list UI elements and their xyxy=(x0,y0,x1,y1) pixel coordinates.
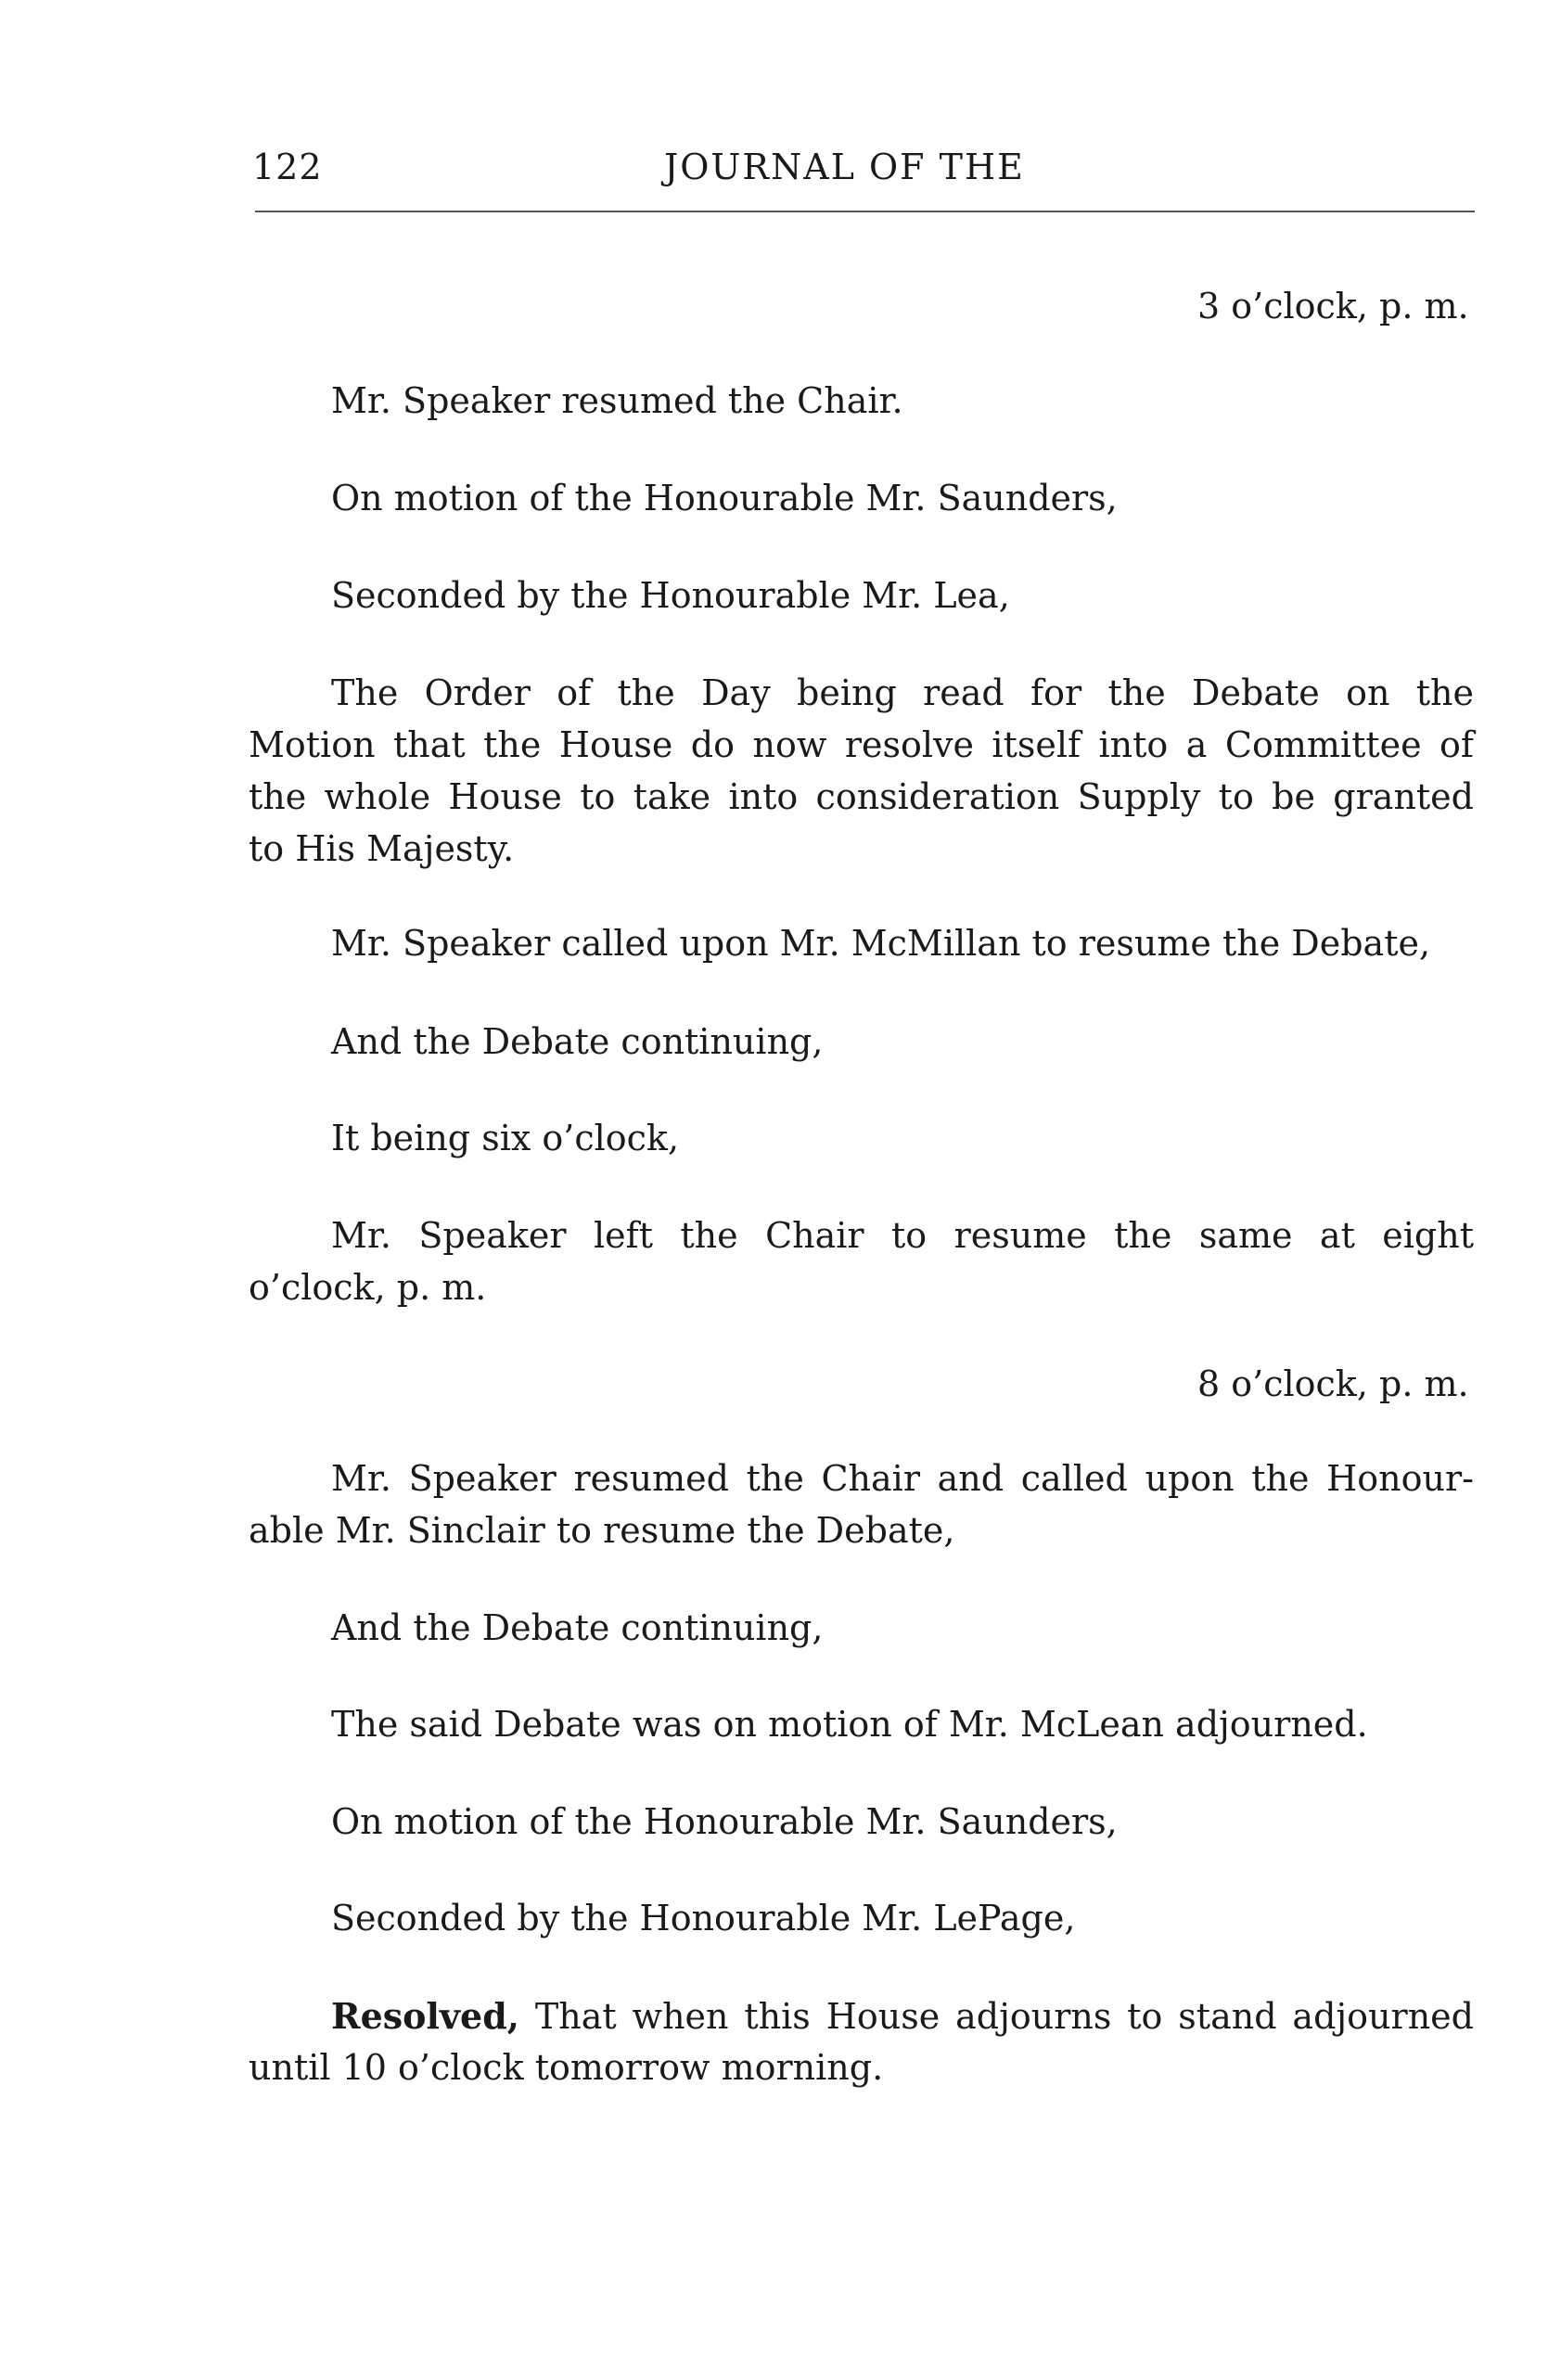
resolution-text: That when this House adjourns to stand adjourned xyxy=(519,1996,1474,2037)
resolution-line-1 xyxy=(331,1990,1474,2042)
paragraph-seconded-lepage: Seconded by the Honourable Mr. LePage, xyxy=(331,1898,1076,1939)
paragraph-debate-continuing: And the Debate continuing, xyxy=(331,1021,824,1062)
paragraph-called-mcmillan: Mr. Speaker called upon Mr. McMillan to resume the Debate, xyxy=(331,923,1431,964)
speaker-left-line-2: o’clock, p. m. xyxy=(249,1267,487,1308)
paragraph-debate-adjourned: The said Debate was on motion of Mr. McLean adjourned. xyxy=(331,1704,1368,1745)
paragraph-motion-saunders: On motion of the Honourable Mr. Saunders, xyxy=(331,478,1118,518)
paragraph-seconded-lea: Seconded by the Honourable Mr. Lea, xyxy=(331,575,1010,616)
paragraph-six-oclock: It being six o’clock, xyxy=(331,1118,680,1158)
resolved-label: Resolved, xyxy=(331,1995,519,2037)
time-heading-3pm: 3 o’clock, p. m. xyxy=(1197,286,1469,326)
header-rule xyxy=(255,211,1475,212)
running-head: JOURNAL OF THE xyxy=(664,147,1025,187)
order-of-day-line-3: the whole House to take into consideration Supply to be granted xyxy=(249,776,1474,817)
page-header xyxy=(252,147,1475,198)
time-heading-8pm: 8 o’clock, p. m. xyxy=(1197,1363,1469,1404)
speaker-resumed-line-1: Mr. Speaker resumed the Chair and called upon the Honour- xyxy=(331,1458,1474,1499)
order-of-day-line-2: Motion that the House do now resolve itself into a Committee of xyxy=(249,724,1474,765)
speaker-resumed-line-2: able Mr. Sinclair to resume the Debate, xyxy=(249,1510,955,1551)
order-of-day-line-4: to His Majesty. xyxy=(249,828,515,869)
paragraph-motion-saunders-2: On motion of the Honourable Mr. Saunders, xyxy=(331,1801,1118,1842)
speaker-left-line-1: Mr. Speaker left the Chair to resume the same at eight xyxy=(331,1215,1474,1256)
paragraph-debate-continuing-2: And the Debate continuing, xyxy=(331,1607,824,1648)
page-number: 122 xyxy=(252,147,323,187)
resolution-line-2: until 10 o’clock tomorrow morning. xyxy=(249,2047,884,2088)
paragraph-speaker-resumed: Mr. Speaker resumed the Chair. xyxy=(331,380,903,421)
order-of-day-line-1: The Order of the Day being read for the Debate on the xyxy=(331,672,1474,713)
